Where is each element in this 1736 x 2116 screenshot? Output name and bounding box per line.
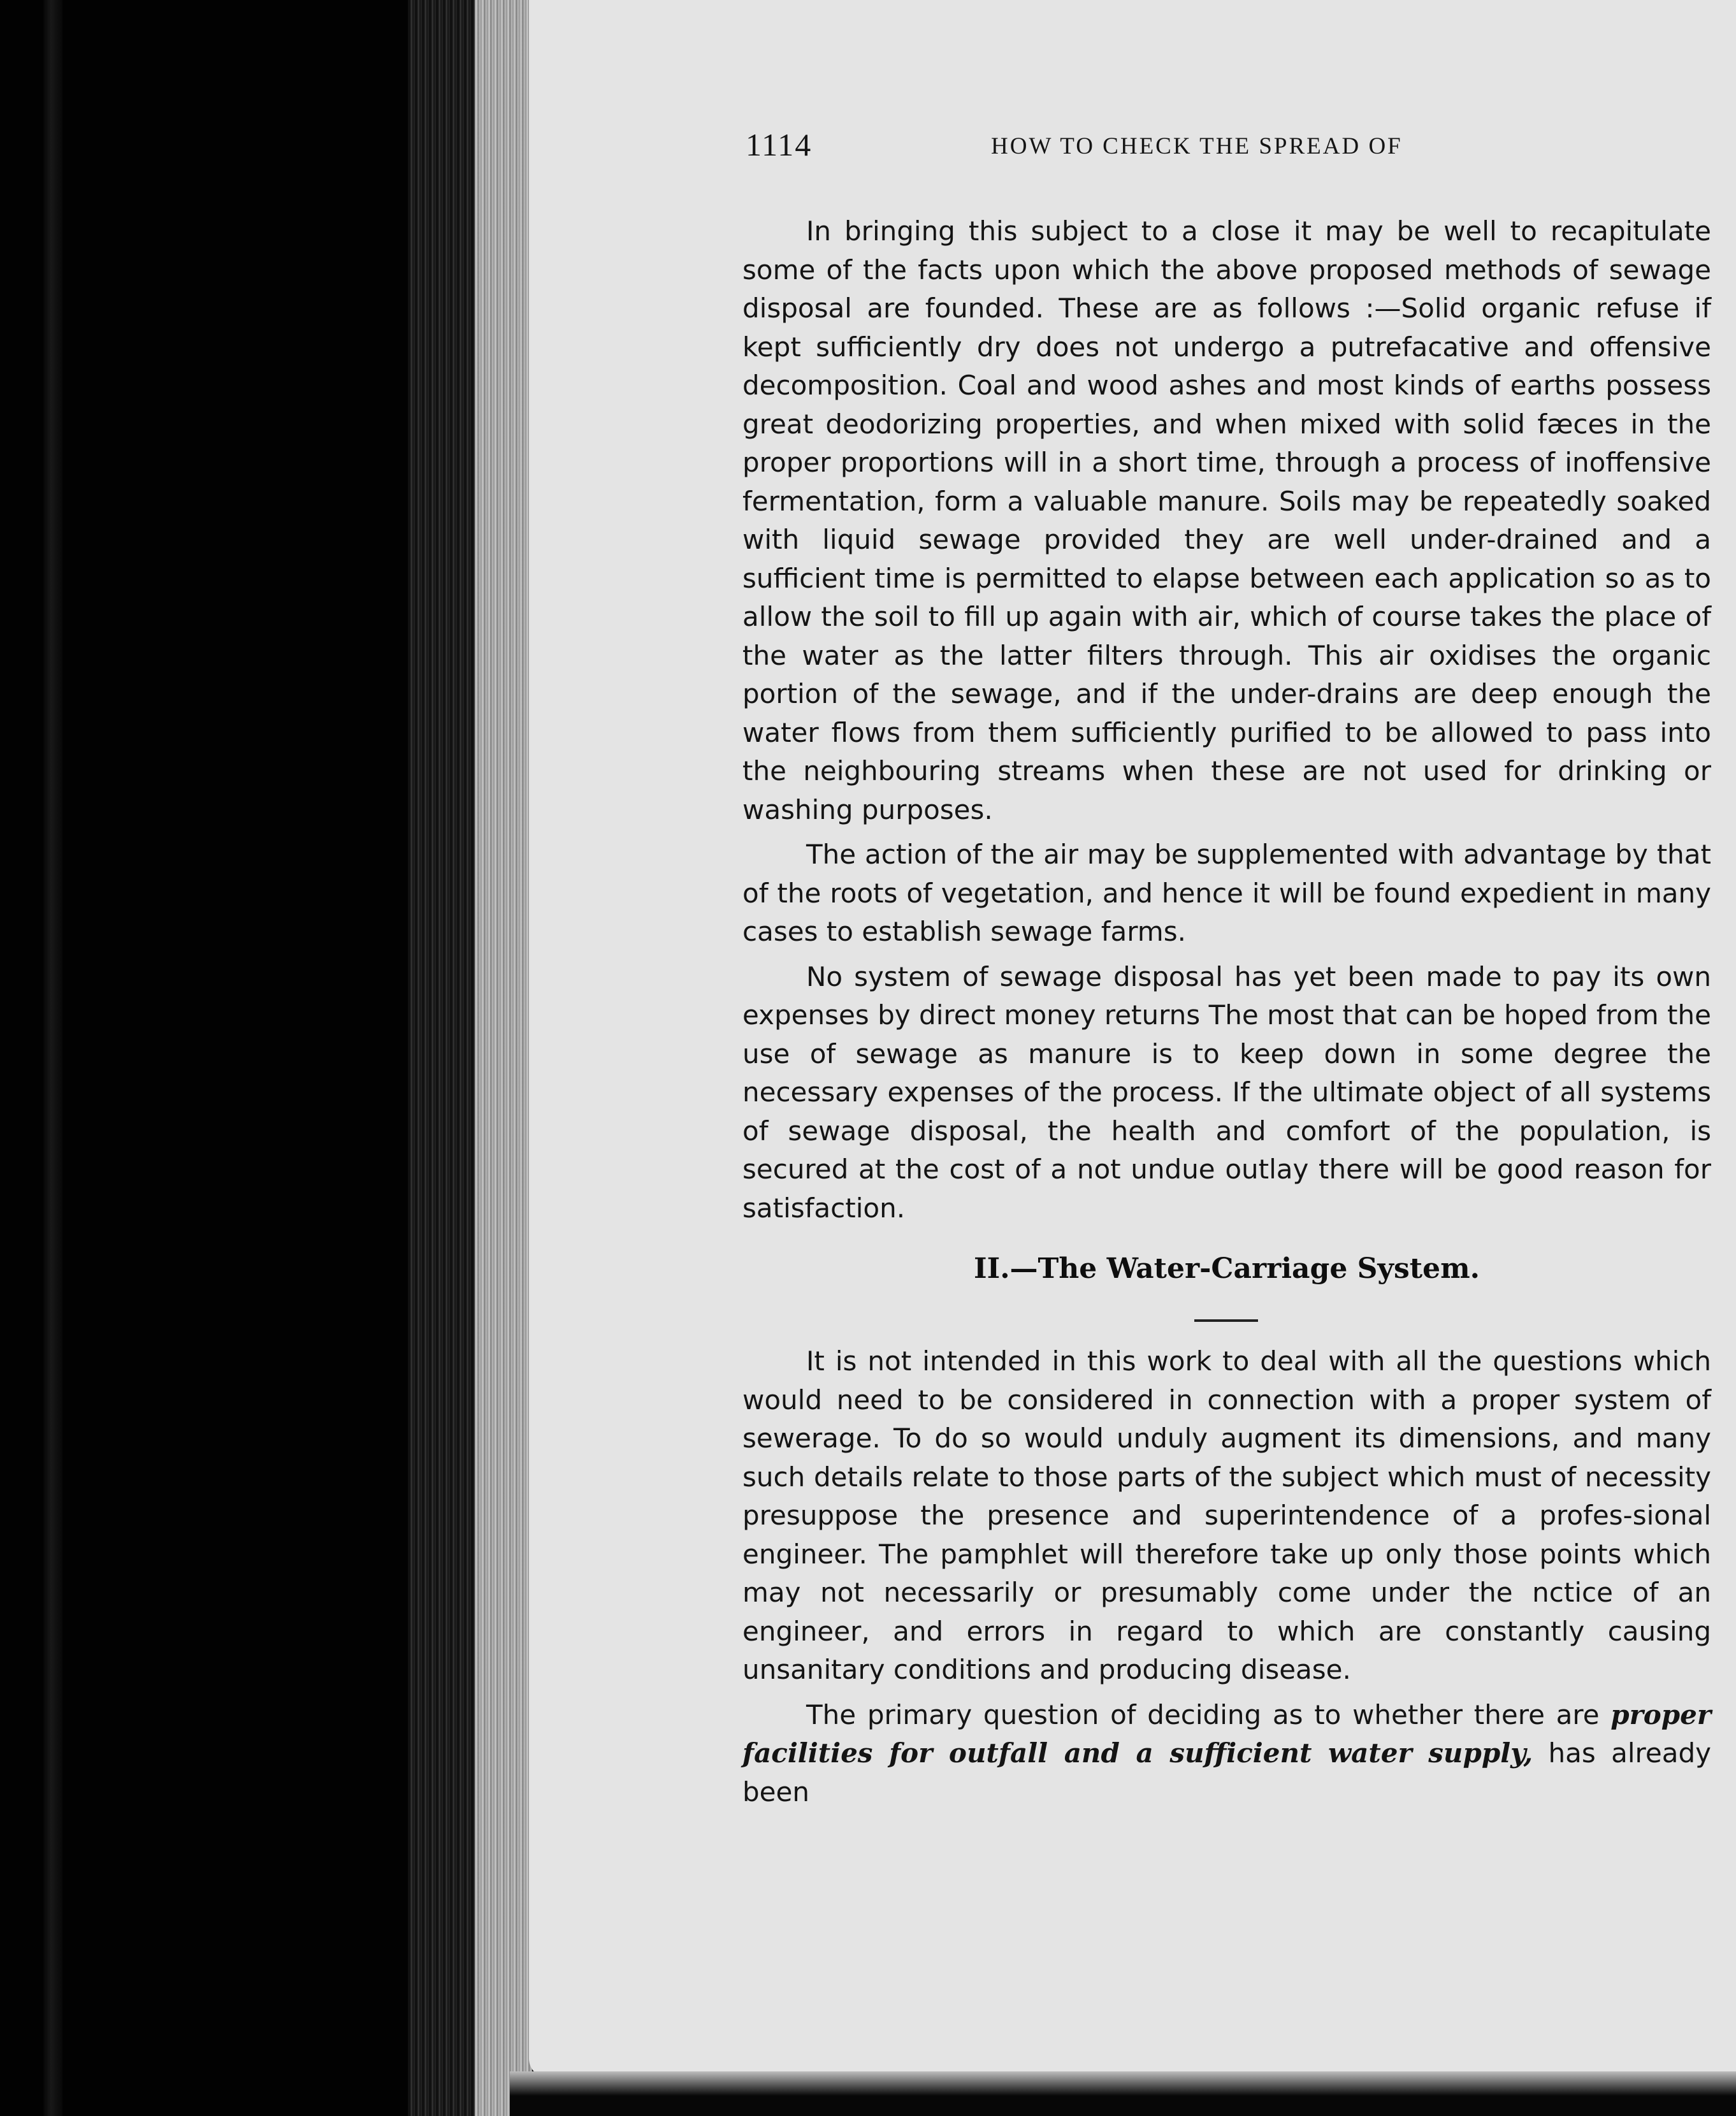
paragraph: In bringing this subject to a close it may be well to recapitulate some of the facts upon which the above proposed methods of sewage disposal are founded. These are as follows :—Solid organic refuse if kept sufficiently dry does not undergo a putrefacative and offensive decomposition. Coal and wood ashes and most kinds of earths possess great deodorizing properties, and when mixed with solid fæces in the proper proportions will in a short time, through a process of inoffensive fermentation, form a valuable manure. Soils may be repeatedly soaked with liquid sewage provided they are well under-drained and a sufficient time is permitted to elapse between each application so as to allow the soil to fill up again with air, which of course takes the place of the water as the latter filters through. This air oxidises the organic portion of the sewage, and if the under-drains are deep enough the water flows from them sufficiently purified to be allowed to pass into the neighbouring streams when these are not used for drinking or washing purposes.: [742, 215, 1711, 825]
running-head: HOW TO CHECK THE SPREAD OF: [991, 133, 1403, 159]
page-stack-edges: [475, 0, 532, 2116]
page-header: [746, 126, 1714, 171]
paragraph: The action of the air may be supplemented with advantage by that of the roots of vegetation, and hence it will be found expedient in many cases to establish sewage farms.: [742, 839, 1711, 947]
section-heading: II.—The Water-Carriage System.: [974, 1252, 1480, 1285]
paragraph: [742, 1696, 1711, 1812]
page-number: 1114: [746, 127, 813, 163]
paragraph-text-start: The primary question of deciding as to whether there are: [806, 1699, 1600, 1730]
text-block-before-heading: [742, 212, 1711, 1234]
page-bottom-shadow: [510, 2071, 1736, 2116]
paragraph: No system of sewage disposal has yet been made to pay its own expenses by direct money returns The most that can be hoped from the use of sewage as manure is to keep down in some degree the necessary expenses of the process. If the ultimate object of all systems of sewage disposal, the health and comfort of the population, is secured at the cost of a not undue outlay there will be good reason for satisfaction.: [742, 960, 1711, 1224]
paragraph-text-end: has already been: [742, 1737, 1711, 1808]
dark-left-margin: [0, 0, 472, 2116]
binding-spine-edge: [43, 0, 62, 2116]
paragraph: It is not intended in this work to deal with all the questions which would need to be considered in connection with a proper system of sewerage. To do so would unduly augment its dimensions, and many such details relate to those parts of the subject which must of necessity presuppose the presence and superintendence of a profes-sional engineer. The pamphlet will therefore take up only those points which may not necessarily or presumably come under the nctice of an engineer, and errors in regard to which are constantly causing unsanitary conditions and producing disease.: [742, 1345, 1711, 1685]
section-divider: [1194, 1319, 1258, 1322]
emphasized-text: proper facilities for outfall and a sufficient water supply,: [742, 1699, 1711, 1769]
book-cover-edge: [408, 0, 484, 2116]
text-block-after-heading: [742, 1342, 1711, 1818]
